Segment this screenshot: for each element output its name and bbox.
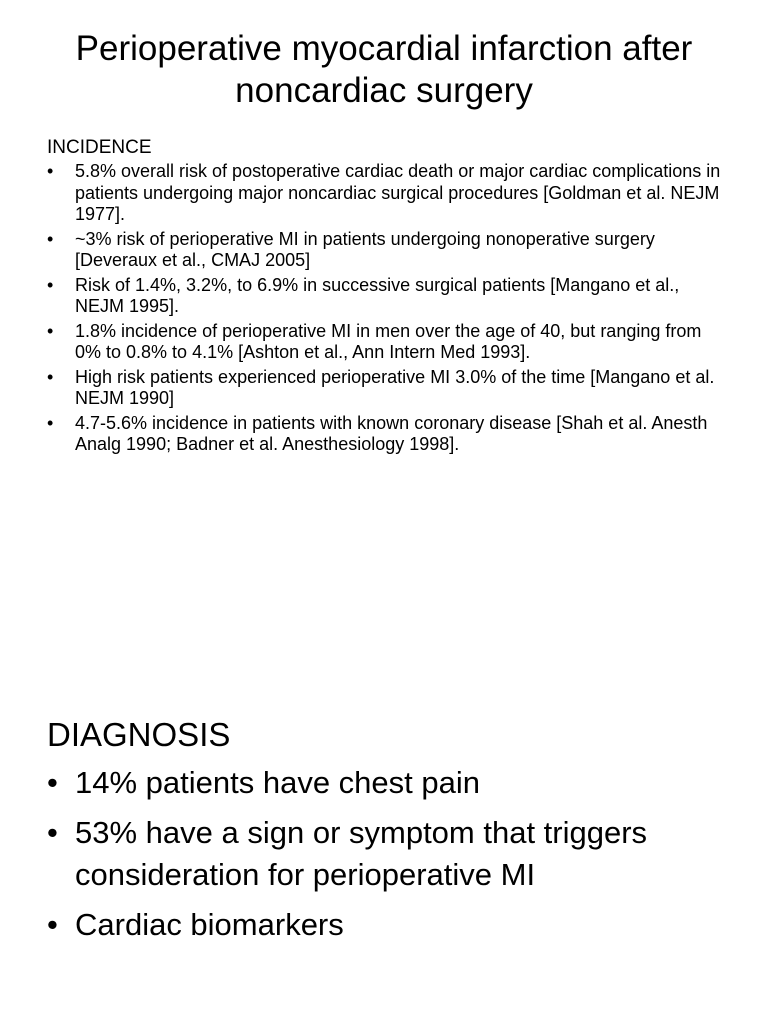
list-item: [47, 321, 727, 364]
incidence-section: [47, 137, 727, 459]
diagnosis-section: [47, 714, 737, 954]
diagnosis-item-text: 53% have a sign or symptom that triggers consideration for perioperative MI: [75, 815, 648, 892]
diagnosis-item-text: Cardiac biomarkers: [75, 907, 344, 942]
incidence-item-text: 1.8% incidence of perioperative MI in men over the age of 40, but ranging from 0% to 0.8% to 4.1% [Ashton et al., Ann Intern Med 1993].: [75, 320, 702, 362]
list-item: [47, 275, 727, 318]
incidence-item-text: ~3% risk of perioperative MI in patients undergoing nonoperative surgery [Deveraux et al., CMAJ 2005]: [75, 228, 655, 270]
bullet-icon: •: [47, 161, 54, 181]
incidence-item-text: High risk patients experienced perioperative MI 3.0% of the time [Mangano et al. NEJM 1990]: [75, 366, 715, 408]
list-item: [47, 762, 737, 804]
bullet-icon: •: [47, 228, 54, 249]
bullet-icon: •: [47, 765, 58, 800]
bullet-icon: •: [47, 366, 54, 387]
incidence-item-text: 4.7-5.6% incidence in patients with known coronary disease [Shah et al. Anesth Analg 1990; Badner et al. Anesthesiology 1998].: [75, 412, 708, 454]
incidence-item-text: 5.8% overall risk of postoperative cardiac death or major cardiac complications in patients undergoing major noncardiac surgical procedures [Goldman et al. NEJM 1977].: [75, 161, 721, 224]
list-item: [47, 812, 737, 896]
bullet-icon: •: [47, 412, 54, 433]
diagnosis-item-text: 14% patients have chest pain: [75, 765, 480, 800]
incidence-item-text: Risk of 1.4%, 3.2%, to 6.9% in successive surgical patients [Mangano et al., NEJM 1995].: [75, 274, 680, 316]
slide-title: Perioperative myocardial infarction after noncardiac surgery: [75, 29, 693, 110]
list-item: [47, 904, 737, 946]
list-item: [47, 367, 727, 410]
list-item: [47, 229, 727, 272]
incidence-heading: INCIDENCE: [47, 137, 152, 158]
bullet-icon: •: [47, 907, 58, 942]
bullet-icon: •: [47, 274, 54, 295]
list-item: [47, 413, 727, 456]
bullet-icon: •: [47, 815, 58, 850]
list-item: [47, 161, 727, 226]
incidence-list: [47, 161, 727, 456]
diagnosis-heading: DIAGNOSIS: [47, 716, 231, 753]
diagnosis-list: [47, 762, 737, 946]
bullet-icon: •: [47, 320, 54, 341]
